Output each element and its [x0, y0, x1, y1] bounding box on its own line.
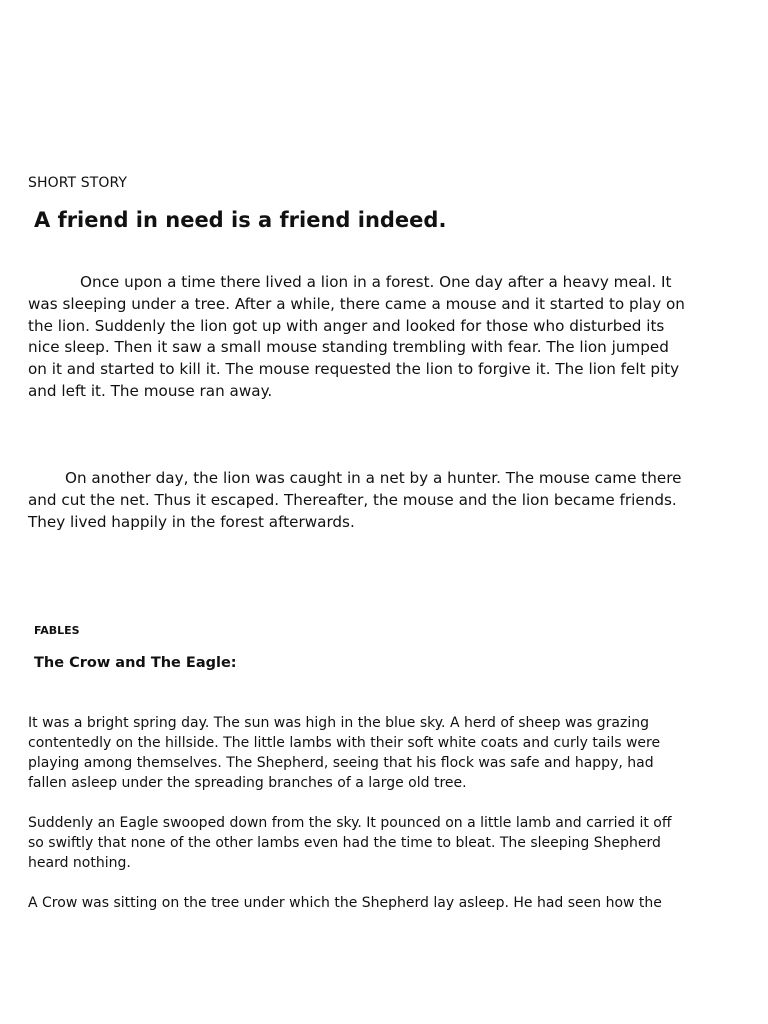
- short-story-title: A friend in need is a friend indeed.: [34, 208, 447, 232]
- short-story-paragraph-2: On another day, the lion was caught in a net by a hunter. The mouse came there and cut the net. Thus it escaped. Thereafter, the mouse and the lion became friends. They lived happily in the forest afterwards.: [28, 469, 682, 531]
- fables-section-label: FABLES: [34, 624, 80, 637]
- fable-title: The Crow and The Eagle:: [34, 655, 237, 671]
- short-story-paragraph-1: Once upon a time there lived a lion in a forest. One day after a heavy meal. It was sleeping under a tree. After a while, there came a mouse and it started to play on the lion. Suddenly the lion got up with anger and looked for those who disturbed its nice sleep. Then it saw a small mouse standing trembling with fear. The lion jumped on it and started to kill it. The mouse requested the lion to forgive it. The lion felt pity and left it. The mouse ran away.: [28, 273, 685, 400]
- fable-paragraph-1: It was a bright spring day. The sun was high in the blue sky. A herd of sheep was grazing contentedly on the hillside. The little lambs with their soft white coats and curly tails were playing among themselves. The Shepherd, seeing that his flock was safe and happy, had fallen asleep under the spreading branches of a large old tree.: [28, 715, 661, 791]
- fable-paragraph-3: A Crow was sitting on the tree under which the Shepherd lay asleep. He had seen how the: [28, 895, 662, 911]
- fable-paragraph-2: Suddenly an Eagle swooped down from the sky. It pounced on a little lamb and carried it off so swiftly that none of the other lambs even had the time to bleat. The sleeping Shepherd heard nothing.: [28, 815, 672, 871]
- short-story-section-label: SHORT STORY: [28, 175, 128, 191]
